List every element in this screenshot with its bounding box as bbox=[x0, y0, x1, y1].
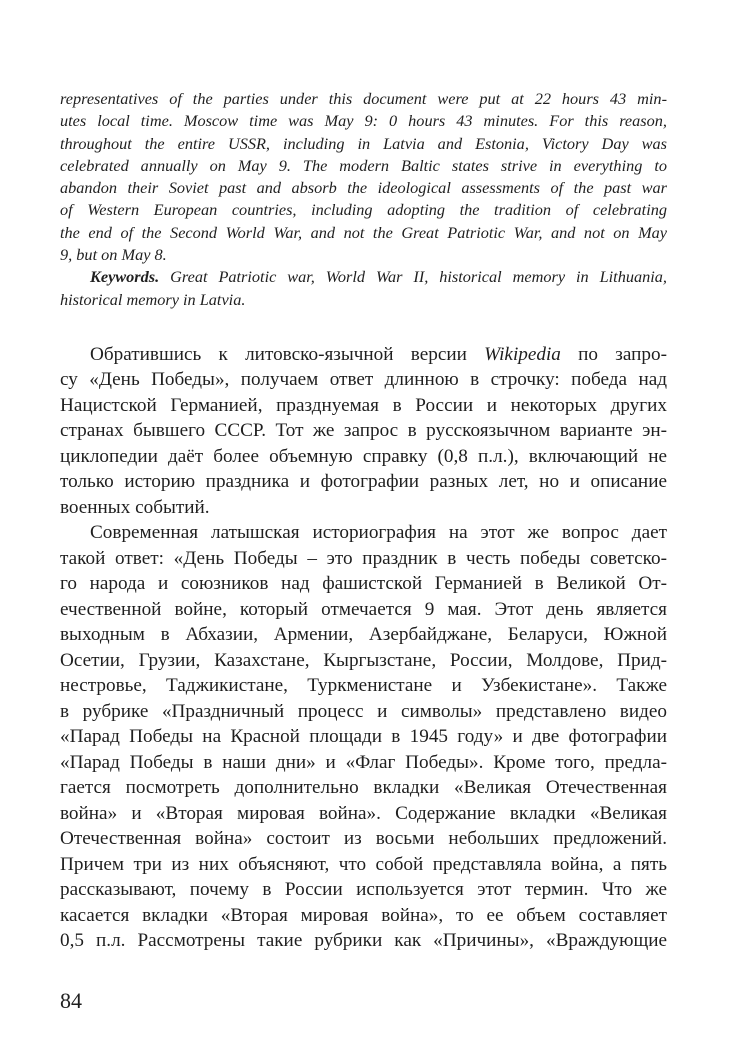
paragraph-2-line: война» и «Вторая мировая война». Содержание вкладки «Великая bbox=[60, 802, 667, 824]
abstract-line: 9, but on May 8. bbox=[60, 245, 167, 265]
paragraph-1-line: только историю праздника и фотографии разных лет, но и описание bbox=[60, 471, 667, 493]
abstract-line: throughout the entire USSR, including in Latvia and Estonia, Victory Day was bbox=[60, 133, 667, 153]
paragraph-2-line: ечественной войне, который отмечается 9 мая. Этот день является bbox=[60, 598, 667, 620]
paragraph-2-line: рассказывают, почему в России используется этот термин. Что же bbox=[60, 879, 667, 901]
paragraph-2-line: касается вкладки «Вторая мировая война», то ее объем составляет bbox=[60, 904, 667, 926]
paragraph-2-line: Осетии, Грузии, Казахстане, Кыргызстане, России, Молдове, Прид- bbox=[60, 649, 667, 671]
paragraph-1-line: военных событий. bbox=[60, 496, 210, 518]
paragraph-2-line: Причем три из них объясняют, что собой представляла война, а пять bbox=[60, 853, 667, 875]
paragraph-1-line bbox=[60, 342, 667, 368]
page-content bbox=[60, 88, 667, 954]
keywords-label: Keywords. bbox=[90, 267, 160, 287]
paragraph-1-line: Нацистской Германией, празднуемая в России и некоторых других bbox=[60, 394, 667, 416]
paragraph-2-line: нестровье, Таджикистане, Туркменистане и Узбекистане». Также bbox=[60, 675, 667, 697]
abstract-line: celebrated annually on May 9. The modern Baltic states strive in everything to bbox=[60, 155, 667, 175]
paragraph-2-line: гается посмотреть дополнительно вкладки «Великая Отечественная bbox=[60, 777, 667, 799]
keywords-line: historical memory in Latvia. bbox=[60, 289, 246, 309]
text-run: Обратившись к литовско-язычной версии bbox=[90, 343, 485, 365]
paragraph-2-line: выходным в Абхазии, Армении, Азербайджане, Беларуси, Южной bbox=[60, 624, 667, 646]
paragraph-2-line: в рубрике «Праздничный процесс и символы» представлено видео bbox=[60, 700, 667, 722]
paragraph-1-line: су «День Победы», получаем ответ длинною в строчку: победа над bbox=[60, 369, 667, 391]
paragraph-2-line: «Парад Победы в наши дни» и «Флаг Победы». Кроме того, предла- bbox=[60, 751, 667, 773]
english-abstract bbox=[60, 88, 667, 311]
russian-body-text bbox=[60, 342, 667, 954]
keywords-text: Great Patriotic war, World War II, historical memory in Lithuania, bbox=[159, 267, 667, 287]
paragraph-1-line: странах бывшего СССР. Тот же запрос в русскоязычном варианте эн- bbox=[60, 420, 667, 442]
abstract-line: representatives of the parties under this document were put at 22 hours 43 min- bbox=[60, 89, 667, 108]
paragraph-2-line: Отечественная война» состоит из восьми небольших предложений. bbox=[60, 828, 667, 850]
wikipedia-italic: Wikipedia bbox=[484, 343, 561, 365]
paragraph-2-line: 0,5 п.л. Рассмотрены такие рубрики как «Причины», «Враждующие bbox=[60, 930, 667, 952]
paragraph-2-line: Современная латышская историография на этот же вопрос дает bbox=[90, 522, 667, 544]
paragraph-1-line: циклопедии даёт более объемную справку (0,8 п.л.), включающий не bbox=[60, 445, 667, 467]
abstract-line: the end of the Second World War, and not the Great Patriotic War, and not on May bbox=[60, 222, 667, 242]
abstract-line: abandon their Soviet past and absorb the ideological assessments of the past war bbox=[60, 178, 667, 198]
paragraph-2-line: такой ответ: «День Победы – это праздник в честь победы советско- bbox=[60, 547, 667, 569]
text-run: по запро- bbox=[560, 343, 667, 365]
paragraph-2-line: «Парад Победы на Красной площади в 1945 году» и две фотографии bbox=[60, 726, 667, 748]
paragraph-2-line: го народа и союзников над фашистской Германией в Великой От- bbox=[60, 573, 667, 595]
keywords-line bbox=[60, 266, 667, 288]
abstract-line: utes local time. Moscow time was May 9: 0 hours 43 minutes. For this reason, bbox=[60, 111, 667, 131]
page-number: 84 bbox=[60, 988, 82, 1013]
abstract-line: of Western European countries, including adopting the tradition of celebrating bbox=[60, 200, 667, 220]
